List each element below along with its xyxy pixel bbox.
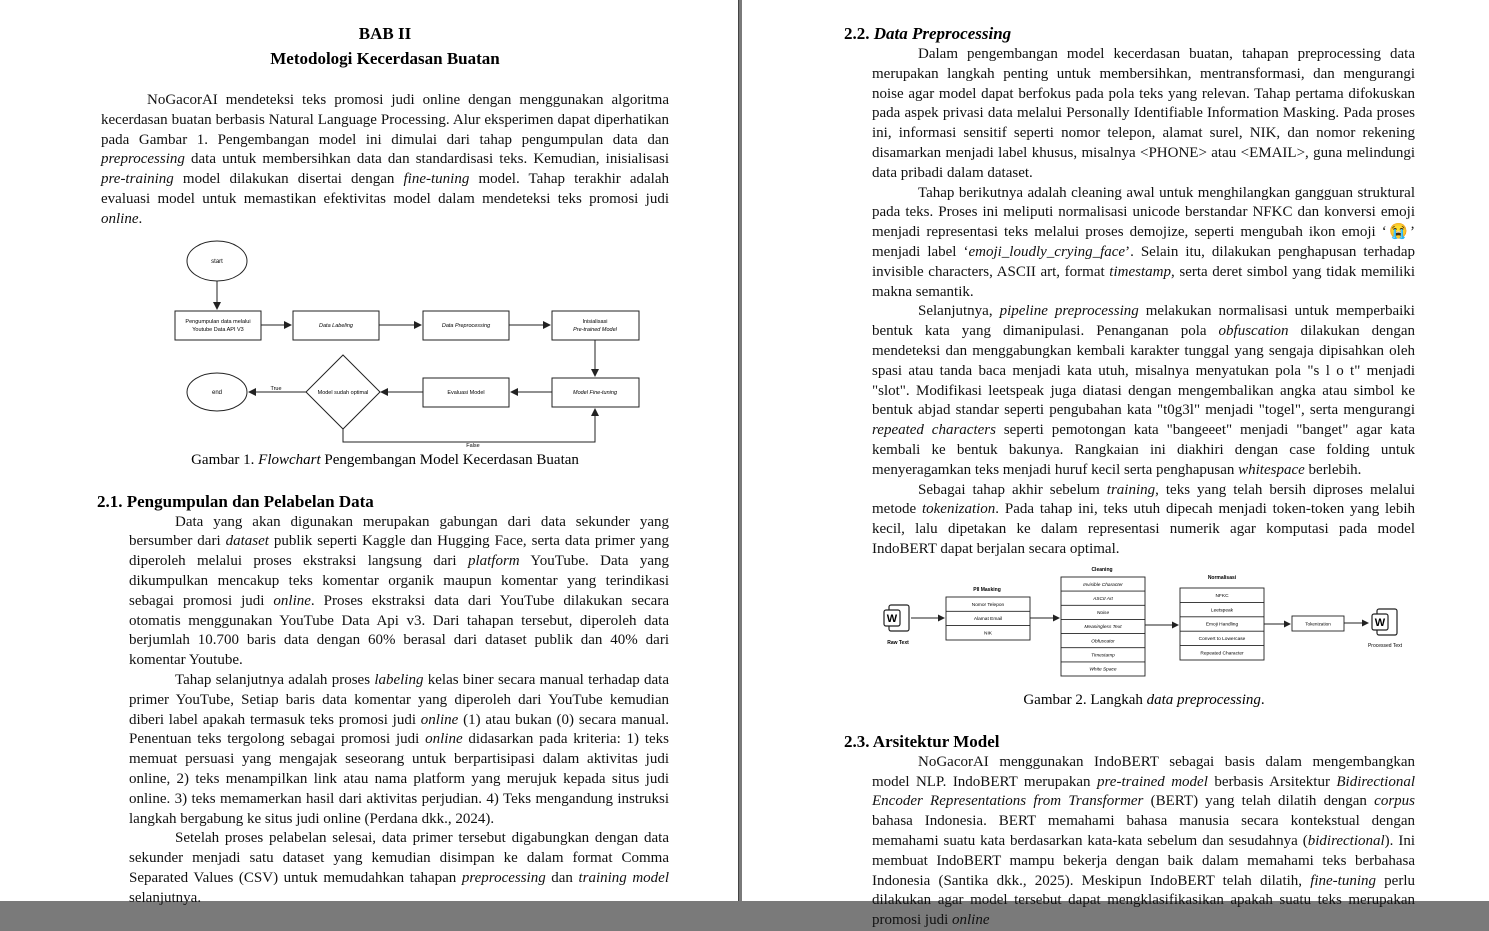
cleaning-title: Cleaning (1091, 566, 1113, 573)
normalisasi-item-label: Emoji Handling (1205, 622, 1239, 628)
italic-text-run: online (425, 731, 463, 748)
pii-item-label: NIK (984, 631, 992, 637)
text-run: 2.2. (844, 24, 874, 43)
step-data-collection-line1: Pengumpulan data melalui (185, 318, 251, 325)
section-2-2-paragraph-3 (872, 302, 1415, 480)
section-2-1-paragraph-1 (129, 513, 669, 671)
normalisasi-item-label: Leetspeak (1210, 608, 1234, 614)
pii-item-label: Nomor Telepon (971, 602, 1005, 608)
processed-text-icon-letter: W (1374, 616, 1386, 629)
text-run: perlu dilakukan agar model tersebut dapat mengklasifikasikan apakah suatu teks merupakan promosi judi (872, 872, 1415, 929)
step-pretrained-init (552, 311, 639, 340)
page-left (0, 0, 739, 906)
decision-label: Model sudah optimal (317, 389, 369, 396)
italic-text-run: pipeline preprocessing (999, 303, 1139, 320)
italic-text-run: online (273, 592, 311, 609)
cleaning-item-label: Noise (1096, 610, 1110, 616)
text-run: . Proses ekstraksi data dari YouTube dilakukan secara otomatis menggunakan YouTube Data Api v3. Dari tahapan tersebut, diperoleh data berjumlah 10.700 baris data dengan 60% berasal dari dataset publik dan 40% dari komentar Youtube. (129, 592, 669, 669)
section-2-2-body (872, 45, 1415, 560)
text-run: kelas biner secara manual terhadap data primer YouTube, Setiap baris data komentar yang diperoleh dari YouTube kemudian diberi label apakah termasuk teks promosi judi (129, 671, 669, 728)
tokenization-label: Tokenization (1305, 621, 1331, 627)
processed-text-label: Processed Text (1367, 642, 1403, 649)
cleaning-item-label: Meaningless Text (1084, 624, 1122, 630)
italic-text-run: pre-training (101, 171, 174, 188)
page-right (742, 0, 1489, 929)
italic-text-run: data preprocessing (1146, 691, 1261, 708)
end-label: end (211, 389, 223, 396)
text-run: . Pada tahap ini, teks utuh dipecah menjadi token-token yang lebih kecil, lalu dipetakan ke dalam representasi numerik agar komputasi pada model IndoBERT dapat berjalan secara optimal. (872, 501, 1415, 557)
section-2-3-body (872, 753, 1415, 931)
flowchart-diagram (101, 234, 669, 448)
section-2-1-paragraph-2 (129, 671, 669, 829)
text-run: Data yang akan digunakan merupakan gabungan dari data sekunder yang bersumber dari (129, 513, 669, 550)
text-run: ). Ini membuat IndoBERT mampu bekerja dengan baik dalam memahami teks berbahasa Indonesia (Santika dkk., 2025). Meskipun IndoBERT telah dilatih, (872, 832, 1415, 889)
false-label: False (466, 442, 480, 449)
italic-text-run: emoji_loudly_crying_face (968, 243, 1126, 260)
chapter-title: Metodologi Kecerdasan Buatan (270, 49, 500, 68)
text-run: , teks yang telah bersih diproses melalui metode (872, 481, 1415, 518)
text-run: bahasa Indonesia. BERT memahami bahasa manusia secara kontekstual dengan memahami suatu kata berdasarkan kata-kata sebelum dan sesudahnya ( (872, 813, 1415, 849)
italic-text-run: Bidirectional Encoder Representations from Transformer (872, 773, 1415, 810)
text-run: Sebagai tahap akhir sebelum (918, 481, 1107, 498)
figure-1-caption (101, 450, 669, 470)
italic-text-run: preprocessing (101, 151, 185, 168)
italic-text-run: timestamp (1109, 263, 1171, 280)
cleaning-item-label: Obfuscator (1091, 639, 1115, 645)
step-data-labeling-label: Data Labeling (319, 322, 353, 329)
text-run: model dilakukan disertai dengan (173, 171, 404, 188)
text-run: Setelah proses pelabelan selesai, data primer tersebut digabungkan dengan data sekunder menjadi satu dataset yang kemudian disimpan ke dalam format Comma Separated Values (CSV) untuk memudahkan tahapan (129, 830, 669, 886)
section-2-3-paragraph-1 (872, 753, 1415, 931)
section-2-2-paragraph-2 (872, 184, 1415, 303)
text-run: didasarkan pada kriteria: 1) teks memuat persuasi yang mengajak seseorang untuk berpartisipasi dalam aktivitas judi online, 2) teks menampilkan link atau nama platform yang merujuk kepada situs judi online. 3) teks memamerkan hasil dari aktivitas perjudian. 4) Teks mengandung instruksi langkah bergabung ke situs judi online (Perdana dkk., 2024). (129, 731, 670, 827)
start-label: start (211, 258, 223, 265)
text-run: publik seperti Kaggle dan Hugging Face, serta data primer yang diperoleh melalui proses ekstraksi langsung dari (129, 533, 669, 570)
text-run: Gambar 2. Langkah (1023, 691, 1147, 708)
italic-text-run: online (952, 912, 990, 929)
italic-text-run: fine-tuning (1310, 872, 1377, 889)
italic-text-run: corpus (1374, 793, 1415, 810)
italic-text-run: preprocessing (461, 869, 546, 886)
normalisasi-item-label: Repeated Character (1200, 651, 1244, 657)
intro-paragraph (101, 91, 669, 230)
figure-2-caption (873, 690, 1415, 710)
text-run: Gambar 1. (191, 451, 259, 468)
step-data-collection (175, 311, 261, 340)
step-data-collection-line2: Youtube Data API V3 (192, 326, 244, 333)
text-run: dan (545, 869, 579, 886)
section-2-1-paragraph-3 (129, 829, 669, 908)
processed-text-icon (1372, 609, 1397, 635)
step-fine-tuning-label: Model Fine-tuning (572, 389, 618, 396)
raw-text-label: Raw Text (887, 639, 909, 646)
text-run: berbasis Arsitektur (1207, 773, 1337, 790)
text-run: Selanjutnya, (918, 303, 1000, 320)
text-run: (1) atau bukan (0) secara manual. Penentuan teks tergolong sebagai promosi judi (129, 711, 669, 748)
step-pretrained-init-line1: Inisialisasi (582, 318, 608, 325)
text-run: NoGacorAI menggunakan IndoBERT sebagai basis dalam mengembangkan model NLP. IndoBERT merupakan (872, 753, 1415, 790)
text-run: data untuk membersihkan data dan standardisasi teks. Kemudian, inisialisasi (184, 151, 669, 168)
page-right-content (844, 20, 1415, 931)
text-run: . (1260, 691, 1265, 708)
text-run: dilakukan dengan mendeteksi dan menggabungkan kembali karakter tunggal yang sengaja dipisahkan oleh spasi atau tanda baca menjadi kata utuh, misalnya menyatukan pola "s l o t" menjadi "slot". Modifikasi leetspeak juga diatasi dengan mengembalikan angka atau simbol ke bentuk abjad standar seperti pengubahan kata "t0g3l" menjadi "togel", serta mengurangi (872, 323, 1416, 419)
italic-text-run: repeated characters (872, 422, 996, 439)
step-evaluation-label: Evaluasi Model (447, 389, 485, 396)
text-run: melakukan normalisasi untuk memperbaiki bentuk kata yang dimanipulasi. Penanganan pola (872, 303, 1415, 340)
step-pretrained-init-line2: Pre-trained Model (573, 326, 617, 333)
section-2-2-title (844, 23, 1415, 45)
italic-text-run: whitespace (1238, 461, 1305, 478)
italic-text-run: training (1106, 481, 1156, 498)
cleaning-item-label: Timestamp (1091, 653, 1115, 659)
raw-text-icon (884, 605, 909, 631)
cleaning-item-label: Invisible Character (1083, 582, 1123, 588)
section-2-1-title: 2.1. Pengumpulan dan Pelabelan Data (97, 491, 374, 511)
step-data-preprocessing-label: Data Preprocessing (441, 322, 491, 329)
raw-text-icon-letter: W (886, 612, 898, 625)
italic-text-run: training model (578, 869, 669, 886)
italic-text-run: pre-trained model (1097, 773, 1208, 790)
cleaning-item-label: White Space (1089, 667, 1117, 673)
text-run: YouTube. Data yang dikumpulkan mencakup teks komentar organik maupun komentar yang terindikasi sebagai promosi judi (129, 553, 669, 609)
section-2-1-body (129, 513, 669, 909)
text-run: Pengembangan Model Kecerdasan Buatan (320, 451, 579, 468)
section-2-2-paragraph-1 (872, 45, 1415, 184)
section-2-3-title: 2.3. Arsitektur Model (844, 731, 1000, 751)
normalisasi-item-label: Convert to Lowercase (1198, 636, 1246, 642)
section-2-2-paragraph-4 (872, 481, 1415, 560)
pii-item-label: Alamat Email (973, 616, 1003, 622)
italic-text-run: labeling (374, 671, 424, 688)
italic-text-run: fine-tuning (403, 171, 470, 188)
italic-text-run: Flowchart (258, 451, 321, 468)
text-run: seperti pemotongan kata "bangeeet" menjadi "banget" agar kata kembali ke bentuk bakunya. Rangkaian ini diakhiri dengan case folding untuk menyeragamkan teks menjadi huruf kecil serta penghapusan (872, 422, 1415, 478)
italic-text-run: online (420, 711, 459, 728)
text-run: selanjutnya. (129, 889, 202, 906)
italic-text-run: bidirectional (1307, 832, 1385, 849)
text-run: Tahap berikutnya adalah cleaning awal untuk menghilangkan gangguan struktural pada teks. Proses ini meliputi normalisasi unicode berstandar NFKC dan konversi emoji menjadi representasi teks melalui proses demojize, seperti mengubah ikon emoji ‘😭’ menjadi label ‘ (872, 184, 1415, 260)
normalisasi-title: Normalisasi (1207, 574, 1237, 581)
page-left-content (97, 20, 670, 909)
preprocessing-pipeline-diagram (844, 563, 1415, 689)
chapter-number: BAB II (358, 24, 412, 43)
italic-text-run: online (101, 210, 139, 227)
text-run: . (138, 210, 143, 227)
text-run: , serta deret simbol yang tidak memiliki makna semantik. (872, 263, 1415, 300)
italic-text-run: dataset (225, 533, 269, 550)
pii-title: PII Masking (973, 586, 1001, 593)
text-run: ’. Selain itu, dilakukan penghapusan terhadap invisible characters, ASCII art, format (872, 243, 1416, 280)
text-run: NoGacorAI mendeteksi teks promosi judi online dengan menggunakan algoritma kecerdasan buatan berbasis Natural Language Processing. Alur eksperimen dapat diperhatikan pada Gambar 1. Pengembangan model ini dimulai dari tahap pengumpulan data dan (101, 92, 669, 148)
text-run: berlebih. (1304, 461, 1362, 478)
italic-text-run: obfuscation (1218, 323, 1289, 340)
text-run: Tahap selanjutnya adalah proses (175, 671, 375, 688)
text-run: Dalam pengembangan model kecerdasan buatan, tahapan preprocessing data merupakan langkah penting untuk membersihkan, mentransformasi, dan mengurangi noise agar model dapat berfokus pada pola teks yang relevan. Tahap pertama difokuskan pada aspek privasi data melalui Personally Identifiable Information Masking. Pada proses ini, informasi sensitif seperti nomor telepon, alamat surel, NIK, dan nomor rekening disamarkan menjadi label khusus, misalnya <PHONE> atau <EMAIL>, guna melindungi data pribadi dalam dataset. (872, 46, 1415, 181)
true-label: True (270, 385, 282, 392)
italic-text-run: tokenization (921, 501, 996, 518)
cleaning-item-label: ASCII Art (1093, 596, 1113, 602)
text-run: (BERT) yang telah dilatih dengan (1143, 793, 1375, 810)
normalisasi-item-label: NFKC (1215, 593, 1229, 599)
text-run: model. Tahap terakhir adalah evaluasi model untuk memastikan efektivitas model dalam mendeteksi teks promosi judi (101, 171, 669, 207)
italic-text-run: platform (467, 553, 520, 570)
italic-text-run: Data Preprocessing (873, 24, 1012, 43)
